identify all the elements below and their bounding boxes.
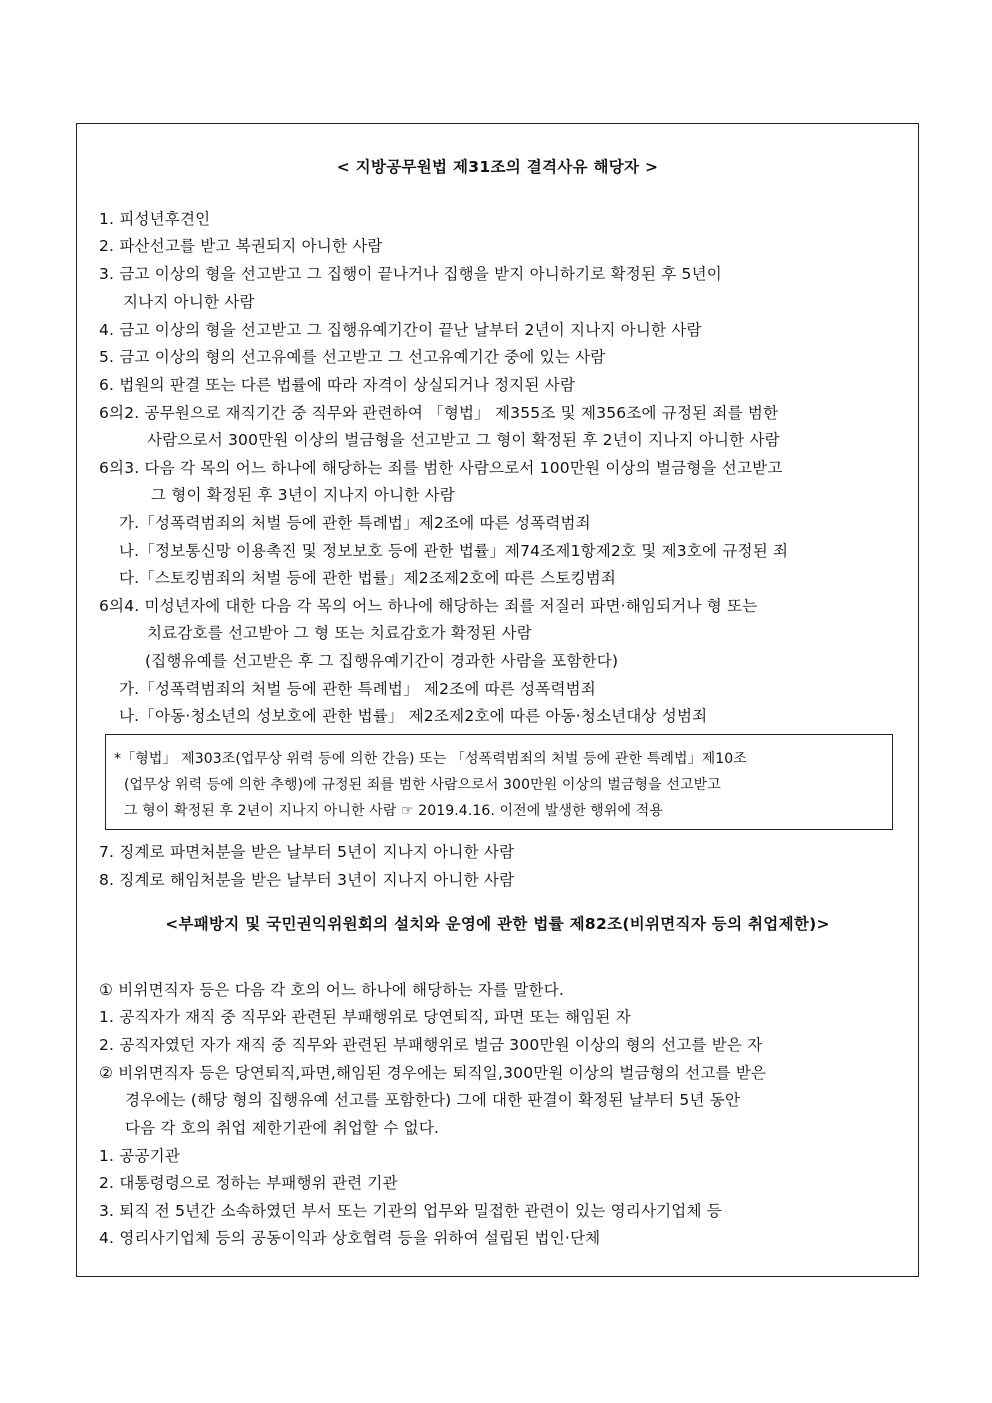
- section2-title: <부패방지 및 국민권익위원회의 설치와 운영에 관한 법률 제82조(비위면직자 등의 취업제한)>: [165, 915, 830, 933]
- s2-line-7: 3. 퇴직 전 5년간 소속하였던 부서 또는 기관의 업무와 밀접한 관련이 있는 영리사기업체 등: [99, 1202, 722, 1220]
- s1-line-3b: 지나지 아니한 사람: [123, 293, 255, 311]
- s1-line-6-4c: (집행유예를 선고받은 후 그 집행유예기간이 경과한 사람을 포함한다): [145, 652, 619, 670]
- s1-line-6-4: 6의4. 미성년자에 대한 다음 각 목의 어느 하나에 해당하는 죄를 저질러 파면·해임되거나 형 또는: [99, 597, 758, 615]
- s1-line-6-3b: 그 형이 확정된 후 3년이 지나지 아니한 사람: [151, 486, 455, 504]
- s2-line-1: ① 비위면직자 등은 다음 각 호의 어느 하나에 해당하는 자를 말한다.: [99, 981, 564, 999]
- s2-line-3: 2. 공직자였던 자가 재직 중 직무와 관련된 부패행위로 벌금 300만원 이상의 형의 선고를 받은 자: [99, 1036, 763, 1054]
- s1-line-2: 2. 파산선고를 받고 복권되지 아니한 사람: [99, 237, 383, 255]
- s2-line-5: 1. 공공기관: [99, 1147, 181, 1165]
- note-line-2: (업무상 위력 등에 의한 추행)에 규정된 죄를 범한 사람으로서 300만원 이상의 벌금형을 선고받고: [124, 777, 721, 793]
- s1-line-6-3-da: 다.「스토킹범죄의 처벌 등에 관한 법률」제2조제2호에 따른 스토킹범죄: [119, 569, 617, 587]
- s1-line-8: 8. 징계로 해임처분을 받은 날부터 3년이 지나지 아니한 사람: [99, 871, 515, 889]
- s2-line-6: 2. 대통령령으로 정하는 부패행위 관련 기관: [99, 1174, 398, 1192]
- s1-line-6-3: 6의3. 다음 각 목의 어느 하나에 해당하는 죄를 범한 사람으로서 100만원 이상의 벌금형을 선고받고: [99, 459, 783, 477]
- s1-line-5: 5. 금고 이상의 형의 선고유예를 선고받고 그 선고유예기간 중에 있는 사람: [99, 348, 606, 366]
- s2-line-4: ② 비위면직자 등은 당연퇴직,파면,해임된 경우에는 퇴직일,300만원 이상의 벌금형의 선고를 받은: [99, 1064, 767, 1082]
- s1-line-7: 7. 징계로 파면처분을 받은 날부터 5년이 지나지 아니한 사람: [99, 843, 515, 861]
- s1-line-6-4-na: 나.「아동·청소년의 성보호에 관한 법률」 제2조제2호에 따른 아동·청소년대상 성범죄: [119, 707, 708, 725]
- s1-line-1: 1. 피성년후견인: [99, 210, 211, 228]
- s1-line-6-2: 6의2. 공무원으로 재직기간 중 직무와 관련하여 「형법」 제355조 및 제356조에 규정된 죄를 범한: [99, 404, 779, 422]
- s1-line-3: 3. 금고 이상의 형을 선고받고 그 집행이 끝나거나 집행을 받지 아니하기로 확정된 후 5년이: [99, 265, 722, 283]
- s1-line-6: 6. 법원의 판결 또는 다른 법률에 따라 자격이 상실되거나 정지된 사람: [99, 376, 576, 394]
- s1-line-6-4b: 치료감호를 선고받아 그 형 또는 치료감호가 확정된 사람: [147, 624, 532, 642]
- note-box: [105, 734, 893, 830]
- note-line-3: 그 형이 확정된 후 2년이 지나지 아니한 사람 ☞ 2019.4.16. 이전에 발생한 행위에 적용: [124, 803, 663, 819]
- document-frame: [76, 123, 919, 1277]
- section1-title: < 지방공무원법 제31조의 결격사유 해당자 >: [336, 158, 659, 176]
- s1-line-4: 4. 금고 이상의 형을 선고받고 그 집행유예기간이 끝난 날부터 2년이 지나지 아니한 사람: [99, 321, 702, 339]
- s2-line-2: 1. 공직자가 재직 중 직무와 관련된 부패행위로 당연퇴직, 파면 또는 해임된 자: [99, 1008, 631, 1026]
- s2-line-4c: 다음 각 호의 취업 제한기관에 취업할 수 없다.: [125, 1119, 440, 1137]
- s1-line-6-2b: 사람으로서 300만원 이상의 벌금형을 선고받고 그 형이 확정된 후 2년이 지나지 아니한 사람: [147, 431, 780, 449]
- s2-line-8: 4. 영리사기업체 등의 공동이익과 상호협력 등을 위하여 설립된 법인·단체: [99, 1229, 601, 1247]
- note-line-1: *「형법」 제303조(업무상 위력 등에 의한 간음) 또는 「성폭력범죄의 처벌 등에 관한 특례법」제10조: [114, 751, 747, 767]
- s1-line-6-3-na: 나.「정보통신망 이용촉진 및 정보보호 등에 관한 법률」제74조제1항제2호 및 제3호에 규정된 죄: [119, 542, 789, 560]
- s1-line-6-3-ga: 가.「성폭력범죄의 처벌 등에 관한 특례법」제2조에 따른 성폭력범죄: [119, 514, 591, 532]
- s2-line-4b: 경우에는 (해당 형의 집행유예 선고를 포함한다) 그에 대한 판결이 확정된 날부터 5년 동안: [125, 1091, 741, 1109]
- s1-line-6-4-ga: 가.「성폭력범죄의 처벌 등에 관한 특례법」 제2조에 따른 성폭력범죄: [119, 680, 596, 698]
